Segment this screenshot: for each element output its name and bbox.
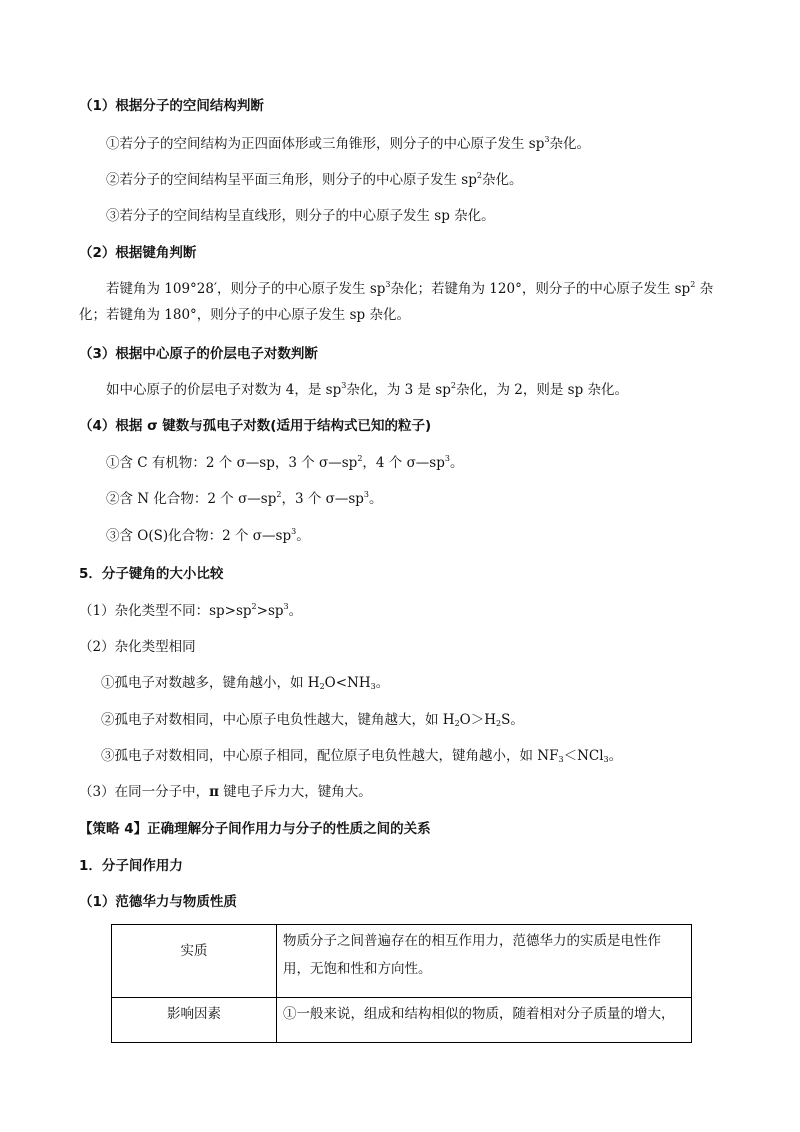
van-der-waals-table [111,924,692,1043]
table-value-cell: 物质分子之间普遍存在的相互作用力，范德华力的实质是电性作用，无饱和性和方向性。 [277,925,692,998]
paragraph-bond-angle-line1: 若键角为 109°28′，则分子的中心原子发生 $sp^3$杂化；若键角为 120°，则分子的中心原子发生 $sp^2$ 杂 [106,280,714,297]
section-heading-sigma-bonds: （4）根据 σ 键数与孤电子对数(适用于结构式已知的粒子) [79,418,432,434]
item-linear: ③若分子的空间结构呈直线形，则分子的中心原子发生 sp 杂化。 [106,208,495,224]
item-trigonal-planar: ②若分子的空间结构呈平面三角形，则分子的中心原子发生 $sp^2$杂化。 [106,171,523,188]
section-heading-spatial-structure: （1）根据分子的空间结构判断 [79,98,264,114]
paragraph-same-hybridization: （2）杂化类型相同 [79,639,196,655]
section-heading-bond-angle-comparison: 5．分子键角的大小比较 [79,566,224,582]
item-central-electronegativity: ②孤电子对数相同，中心原子电负性越大，键角越大，如 $H_2O>H_2S$。 [101,712,524,728]
strategy-heading: 【策略 4】正确理解分子间作用力与分子的性质之间的关系 [79,821,431,837]
section-heading-bond-angle: （2）根据键角判断 [79,245,197,261]
item-ligand-electronegativity: ③孤电子对数相同，中心原子相同，配位原子电负性越大，键角越小，如 $NF_3<NCl_3$。 [101,748,623,764]
table-key-cell: 影响因素 [112,998,277,1043]
paragraph-different-hybridization: （1）杂化类型不同：$sp>sp^2>sp^3$。 [79,602,303,619]
table-row [112,925,692,998]
item-lone-pairs-more: ①孤电子对数越多，键角越小，如 $H_2O<NH_3$。 [101,675,390,691]
item-nitrogen-compounds: ②含 N 化合物：2 个 $\sigma—sp^2$，3 个 $\sigma—sp^3$。 [106,490,383,507]
subheading-van-der-waals: （1）范德华力与物质性质 [79,894,237,910]
section-heading-valence-pairs: （3）根据中心原子的价层电子对数判断 [79,346,318,362]
paragraph-bond-angle-line2: 化；若键角为 180°，则分子的中心原子发生 sp 杂化。 [79,307,410,323]
table-key-cell: 实质 [112,925,277,998]
subheading-intermolecular-forces: 1．分子间作用力 [79,858,183,874]
item-carbon-organics: ①含 C 有机物：2 个 σ—sp，3 个 $\sigma—sp^2$，4 个 $\sigma—sp^3$。 [106,454,464,471]
table-value-cell: ①一般来说，组成和结构相似的物质，随着相对分子质量的增大， [277,998,692,1043]
item-tetrahedral: ①若分子的空间结构为正四面体形或三角锥形，则分子的中心原子发生 $sp^3$杂化。 [106,135,590,152]
table-row [112,998,692,1043]
paragraph-valence-pairs: 如中心原子的价层电子对数为 4，是 $sp^3$杂化，为 3 是 $sp^2$杂化，为 2，则是 sp 杂化。 [106,381,629,398]
paragraph-pi-bond-repulsion: （3）在同一分子中，π 键电子斥力大，键角大。 [79,784,372,800]
item-oxygen-sulfur-compounds: ③含 O(S)化合物：2 个 $\sigma—sp^3$。 [106,527,310,544]
